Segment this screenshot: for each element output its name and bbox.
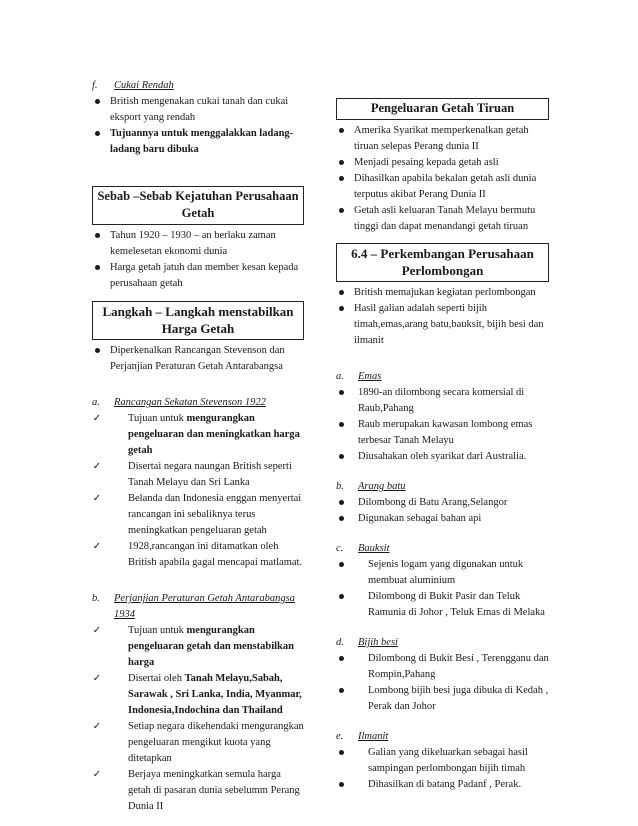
section-f-list [92,94,304,158]
section-f-heading [92,78,304,94]
list-item: Digunakan sebagai bahan api [336,511,549,527]
list-item: Dihasilkan apabila bekalan getah asli dunia terputus akibat Perang Dunia II [336,171,549,203]
pengeluaran-list [336,123,549,235]
bullet-icon [336,285,346,301]
section-bijih-besi-heading [336,635,549,651]
section-title: Cukai Rendah [114,80,174,91]
section-ilmanit-list [336,745,549,793]
bullet-icon [336,417,346,433]
bullet-icon [336,683,346,699]
bullet-icon [336,557,346,573]
bullet-icon [336,155,346,171]
section-title: Arang batu [358,481,406,492]
section-emas-list [336,385,549,465]
bullet-icon [336,385,346,401]
list-item: ✓ 1928,rancangan ini ditamatkan oleh British apabila gagal mencapai matlamat. [92,541,303,568]
bullet-icon [336,777,346,793]
list-item: ✓ Tujuan untuk mengurangkan pengeluaran dan meningkatkan harga getah [92,413,300,456]
section-letter: b. [92,593,100,604]
bullet-icon [336,449,346,465]
checkmark-icon: ✓ [92,461,102,472]
list-item: ✓ Tujuan untuk mengurangkan pengeluaran getah dan menstabilkan harga [92,625,294,668]
list-item: Getah asli keluaran Tanah Melayu bermutu tinggi dan dapat menandangi getah tiruan [336,203,549,235]
section-letter: e. [336,731,344,742]
section-bijih-besi-list [336,651,549,715]
bullet-icon [336,203,346,219]
bullet-icon [336,651,346,667]
bullet-icon [336,495,346,511]
perkembangan-list [336,285,549,349]
bullet-icon [92,126,102,142]
section-title: Bijih besi [358,637,398,648]
right-column [336,98,549,793]
left-column [92,78,304,815]
section-title: Rancangan Sekatan Stevenson 1922 [114,397,266,408]
section-letter: c. [336,543,344,554]
list-item: Raub merupakan kawasan lombong emas terbesar Tanah Melayu [336,417,549,449]
list-item: Dilombong di Batu Arang,Selangor [336,495,549,511]
section-a-list [92,411,304,571]
checkmark-icon: ✓ [92,721,102,732]
list-item: ✓ Setiap negara dikehendaki mengurangkan pengeluaran mengikut kuota yang ditetapkan [92,721,304,764]
list-item: 1890-an dilombong secara komersial di Raub,Pahang [336,385,549,417]
section-title: Perjanjian Peraturan Getah Antarabangsa 1934 [114,593,295,620]
list-item: Diusahakan oleh syarikat dari Australia. [336,449,549,465]
list-item: Harga getah jatuh dan member kesan kepada perusahaan getah [92,260,304,292]
bullet-icon [92,228,102,244]
section-bauksit-heading [336,541,549,557]
list-item: Sejenis logam yang digunakan untuk membuat aluminium [336,557,549,589]
section-title: Bauksit [358,543,390,554]
bullet-icon [336,171,346,187]
section-arang-list [336,495,549,527]
list-item: Menjadi pesaing kepada getah asli [336,155,549,171]
list-item: ✓ Disertai negara naungan British seperti Tanah Melayu dan Sri Lanka [92,461,292,488]
bullet-icon [336,511,346,527]
list-item: British mengenakan cukai tanah dan cukai eksport yang rendah [92,94,304,126]
section-letter: f. [92,80,98,91]
section-emas-heading [336,369,549,385]
bullet-icon [92,260,102,276]
section-title: Emas [358,371,382,382]
list-item: Diperkenalkan Rancangan Stevenson dan Perjanjian Peraturan Getah Antarabangsa [92,343,304,375]
bullet-icon [336,123,346,139]
sebab-list [92,228,304,292]
langkah-heading-box: Langkah – Langkah menstabilkan Harga Getah [92,301,304,340]
perkembangan-heading-box: 6.4 – Perkembangan Perusahaan Perlombongan [336,243,549,282]
section-letter: b. [336,481,344,492]
checkmark-icon: ✓ [92,673,102,684]
section-b-list [92,623,304,815]
checkmark-icon: ✓ [92,769,102,780]
list-item: Tahun 1920 – 1930 – an berlaku zaman kemelesetan ekonomi dunia [92,228,304,260]
bullet-icon [336,589,346,605]
section-ilmanit-heading [336,729,549,745]
list-item: Dihasilkan di batang Padanf , Perak. [336,777,549,793]
list-item: Dilombong di Bukit Besi , Terengganu dan Rompin,Pahang [336,651,549,683]
section-a-heading [92,395,304,411]
list-item: Hasil galian adalah seperti bijih timah,emas,arang batu,bauksit, bijih besi dan ilmanit [336,301,549,349]
list-item: British memajukan kegiatan perlombongan [336,285,549,301]
checkmark-icon: ✓ [92,541,102,552]
bullet-icon [92,94,102,110]
section-arang-heading [336,479,549,495]
bullet-icon [92,343,102,359]
checkmark-icon: ✓ [92,493,102,504]
list-item: Dilombong di Bukit Pasir dan Teluk Ramunia di Johor , Teluk Emas di Melaka [336,589,549,621]
section-letter: a. [336,371,344,382]
list-item: Amerika Syarikat memperkenalkan getah tiruan selepas Perang dunia II [336,123,549,155]
section-b-heading [92,591,304,623]
list-item: ✓ Disertai oleh Tanah Melayu,Sabah, Sarawak , Sri Lanka, India, Myanmar, Indonesia,Indochina dan Thailand [92,673,302,716]
list-item: Lombong bijih besi juga dibuka di Kedah , Perak dan Johor [336,683,549,715]
checkmark-icon: ✓ [92,625,102,636]
list-item: Tujuannya untuk menggalakkan ladang-ladang baru dibuka [92,126,304,158]
list-item: Galian yang dikeluarkan sebagai hasil sampingan perlombongan bijih timah [336,745,549,777]
section-bauksit-list [336,557,549,621]
list-item: ✓ Belanda dan Indonesia enggan menyertai rancangan ini sebaliknya terus meningkatkan pengeluaran getah [92,493,302,536]
list-item: ✓ Berjaya meningkatkan semula harga getah di pasaran dunia sebelumm Perang Dunia II [92,769,300,812]
checkmark-icon: ✓ [92,413,102,424]
langkah-list [92,343,304,375]
bullet-icon [336,301,346,317]
bullet-icon [336,745,346,761]
section-letter: a. [92,397,100,408]
section-letter: d. [336,637,344,648]
pengeluaran-heading-box: Pengeluaran Getah Tiruan [336,98,549,120]
sebab-heading-box: Sebab –Sebab Kejatuhan Perusahaan Getah [92,186,304,225]
section-title: Ilmanit [358,731,389,742]
